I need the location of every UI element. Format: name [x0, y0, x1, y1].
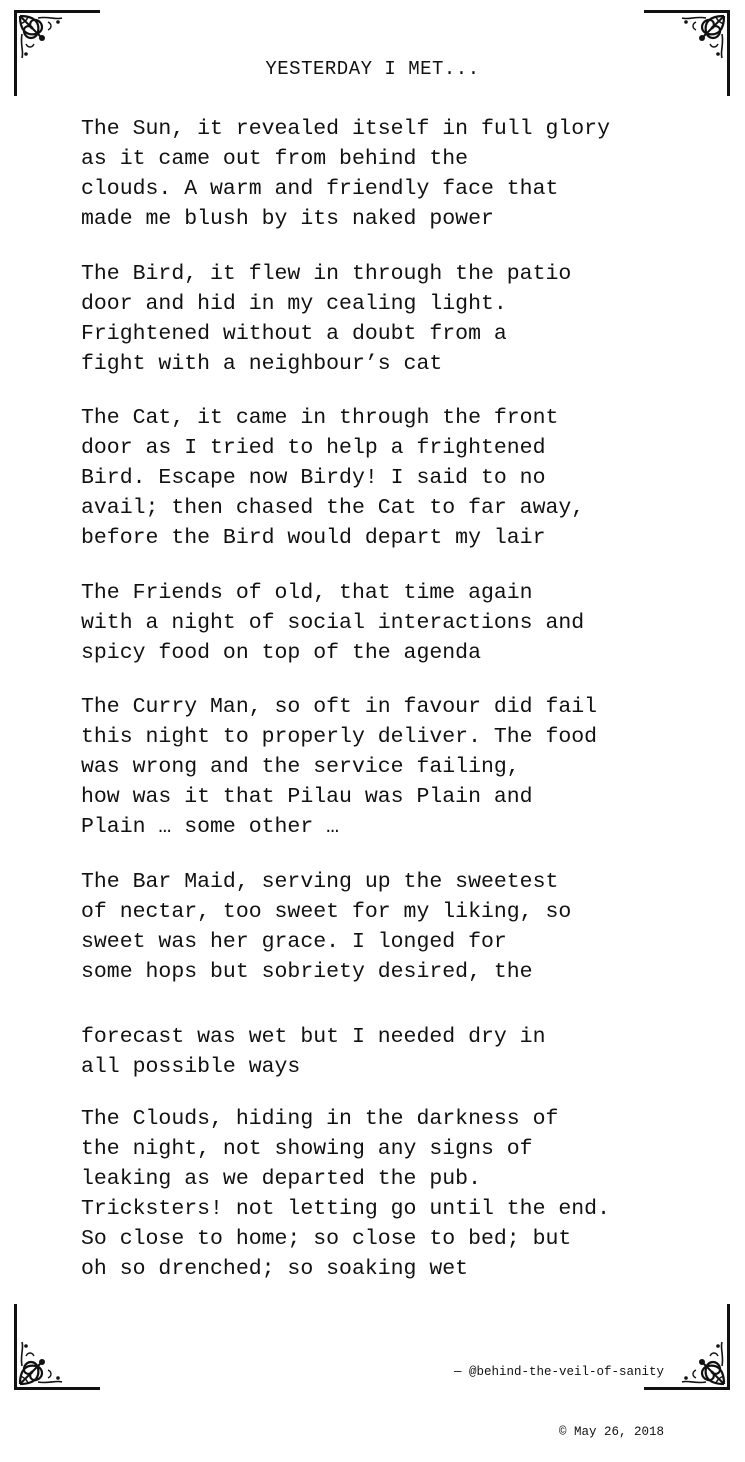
stanza-clouds: The Clouds, hiding in the darkness of the night, not showing any signs of leaking as we departed the pub. Tricksters! not letting go until the end. So close to home; so close to bed; but oh so drenched; so soaking wet: [81, 1107, 610, 1282]
corner-ornament-top-right-icon: [644, 10, 730, 96]
stanza-forecast: forecast was wet but I needed dry in all possible ways: [81, 1025, 546, 1080]
author-credit: — @behind-the-veil-of-sanity: [453, 1365, 664, 1379]
stanza-bird: The Bird, it flew in through the patio door and hid in my cealing light. Frightened without a doubt from a fight with a neighbour’s cat: [81, 262, 572, 377]
copyright-date: © May 26, 2018: [558, 1425, 664, 1439]
credit-block: [454, 1322, 664, 1462]
stanza-friends: The Friends of old, that time again with a night of social interactions and spicy food on top of the agenda: [81, 581, 585, 666]
stanza-curry-man: The Curry Man, so oft in favour did fail this night to properly deliver. The food was wrong and the service failing, how was it that Pilau was Plain and Plain … some other …: [81, 695, 598, 840]
stanza-sun: The Sun, it revealed itself in full glory as it came out from behind the clouds. A warm and friendly face that made me blush by its naked power: [81, 117, 610, 232]
corner-ornament-bottom-left-icon: [14, 1304, 100, 1390]
poem-title: YESTERDAY I MET...: [265, 58, 480, 80]
stanza-cat: The Cat, it came in through the front door as I tried to help a frightened Bird. Escape now Birdy! I said to no avail; then chased the Cat to far away, before the Bird would depart my lair: [81, 406, 585, 551]
corner-ornament-top-left-icon: [14, 10, 100, 96]
stanza-bar-maid: The Bar Maid, serving up the sweetest of nectar, too sweet for my liking, so sweet was her grace. I longed for some hops but sobriety desired, the: [81, 870, 572, 985]
